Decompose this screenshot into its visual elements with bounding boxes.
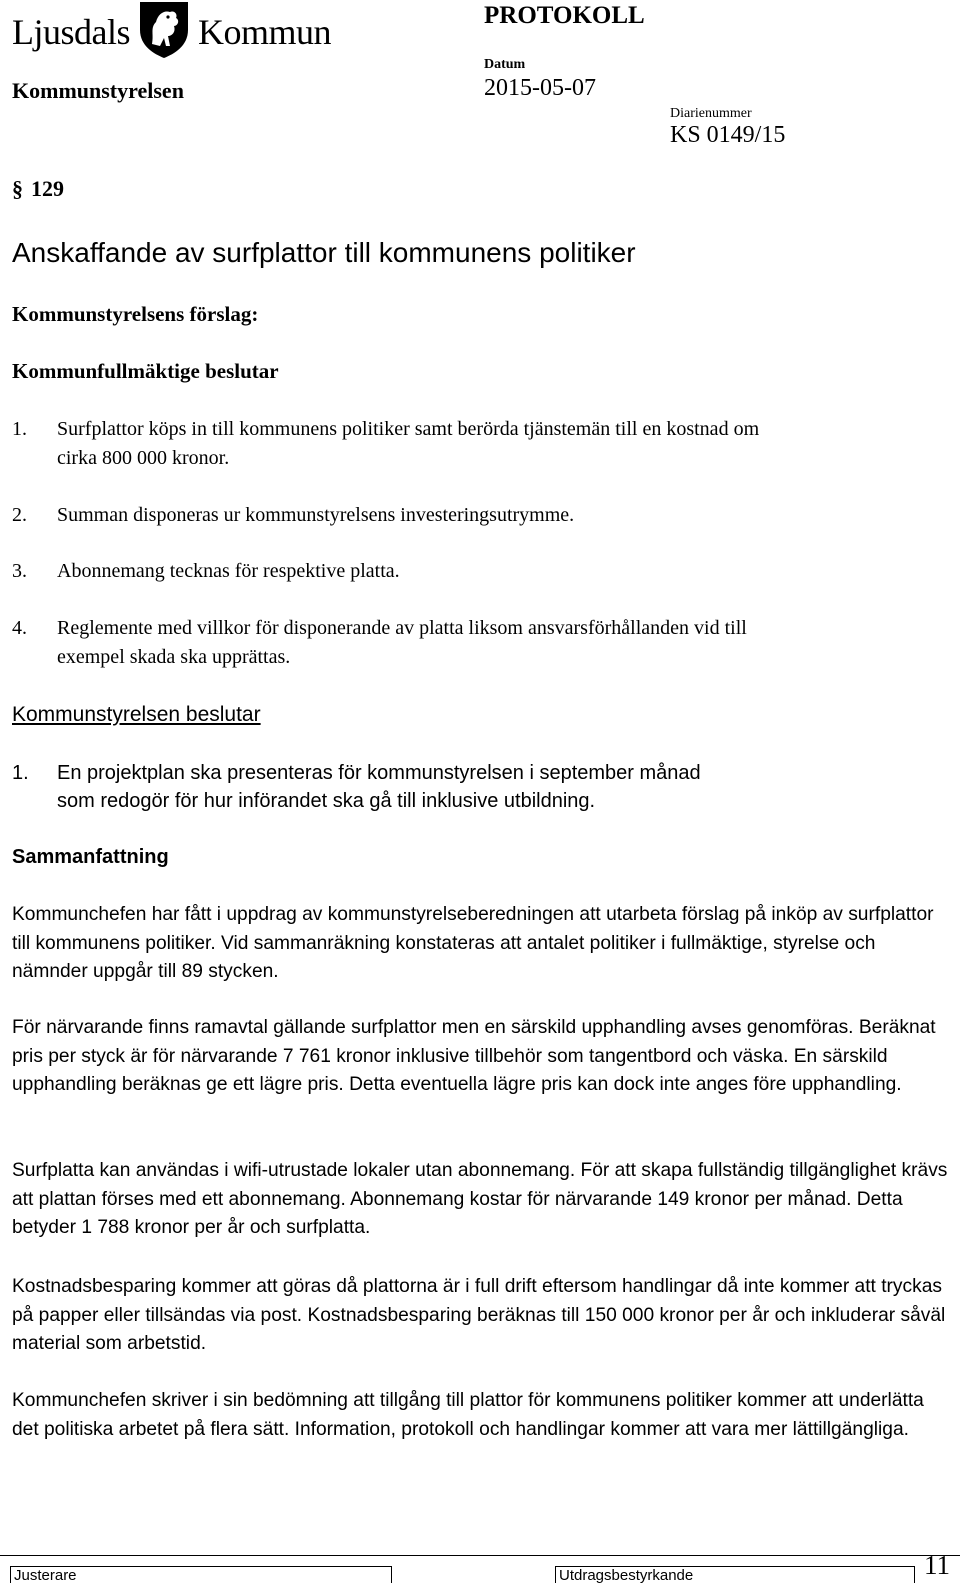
coat-of-arms-icon xyxy=(138,0,190,65)
list-item-line: Surfplattor köps in till kommunens politiker samt berörda tjänstemän till en kostnad om xyxy=(57,418,760,440)
date-label: Datum xyxy=(484,57,526,72)
list-item-line: Summan disponeras ur kommunstyrelsens investeringsutrymme. xyxy=(57,504,575,526)
list-item-number: 3. xyxy=(12,560,27,582)
footer-justerare-label: Justerare xyxy=(14,1567,77,1584)
registration-number-value: KS 0149/15 xyxy=(670,122,786,148)
date-value: 2015-05-07 xyxy=(484,75,596,101)
list-item-number: 2. xyxy=(12,504,27,526)
page-title: Anskaffande av surfplattor till kommunens politiker xyxy=(12,237,636,268)
summary-heading: Sammanfattning xyxy=(12,846,169,868)
footer-justerare-box xyxy=(10,1566,392,1583)
list-item-line: Abonnemang tecknas för respektive platta. xyxy=(57,560,400,582)
summary-paragraph: Kommunchefen har fått i uppdrag av kommunstyrelseberedningen att utarbeta förslag på inköp av surfplattor till kommunens politiker. Vid sammanräkning konstateras att antalet politiker i fullmäktige, styrelse och nämnder uppgår till 89 stycken. xyxy=(12,904,934,982)
proposal-heading: Kommunstyrelsens förslag: xyxy=(12,302,259,326)
summary-paragraph: Surfplatta kan användas i wifi-utrustade lokaler utan abonnemang. För att skapa fullständig tillgänglighet krävs att plattan förses med ett abonnemang. Abonnemang kostar för närvarande 149 kronor per månad. Detta betyder 1 788 kronor per år och surfplatta. xyxy=(12,1160,948,1238)
municipality-logo xyxy=(12,2,331,62)
logo-text-left: Ljusdals xyxy=(12,12,130,52)
logo-text-right: Kommun xyxy=(198,12,332,52)
footer-utdrag-box xyxy=(555,1566,915,1583)
section-number xyxy=(12,176,64,202)
registration-number-label: Diarienummer xyxy=(670,106,752,121)
section-sign: § xyxy=(12,176,23,201)
footer-divider xyxy=(0,1555,960,1556)
kf-heading: Kommunfullmäktige beslutar xyxy=(12,359,279,383)
section-value: 129 xyxy=(31,176,64,201)
footer-utdrag-label: Utdragsbestyrkande xyxy=(559,1567,694,1584)
ks-heading: Kommunstyrelsen beslutar xyxy=(12,703,261,726)
list-item-line: Reglemente med villkor för disponerande av platta liksom ansvarsförhållanden vid till xyxy=(57,617,747,639)
list-item-number: 1. xyxy=(12,762,29,784)
page-number: 11 xyxy=(924,1550,950,1580)
list-item-line: cirka 800 000 kronor. xyxy=(57,447,230,469)
document-type: PROTOKOLL xyxy=(484,2,645,29)
list-item-number: 4. xyxy=(12,617,27,639)
summary-paragraph: Kommunchefen skriver i sin bedömning att tillgång till plattor för kommunens politiker kommer att underlätta det politiska arbetet på flera sätt. Information, protokoll och handlingar kommer att vara mer lättillgängliga. xyxy=(12,1390,924,1440)
organ-name: Kommunstyrelsen xyxy=(12,78,184,103)
list-item-line: som redogör för hur införandet ska gå till inklusive utbildning. xyxy=(57,790,596,812)
list-item-line: exempel skada ska upprättas. xyxy=(57,646,291,668)
list-item-number: 1. xyxy=(12,418,27,440)
summary-paragraph: Kostnadsbesparing kommer att göras då plattorna är i full drift eftersom handlingar då inte kommer att tryckas på papper eller tillsändas via post. Kostnadsbesparing beräknas till 150 000 kronor per år och inkluderar såväl material som arbetstid. xyxy=(12,1276,946,1354)
list-item-line: En projektplan ska presenteras för kommunstyrelsen i september månad xyxy=(57,762,701,784)
summary-paragraph: För närvarande finns ramavtal gällande surfplattor men en särskild upphandling avses genomföras. Beräknat pris per styck är för närvarande 7 761 kronor inklusive tillbehör som tangentbord och väska. En särskild upphandling beräknas ge ett lägre pris. Detta eventuella lägre pris kan dock inte anges före upphandling. xyxy=(12,1017,936,1095)
